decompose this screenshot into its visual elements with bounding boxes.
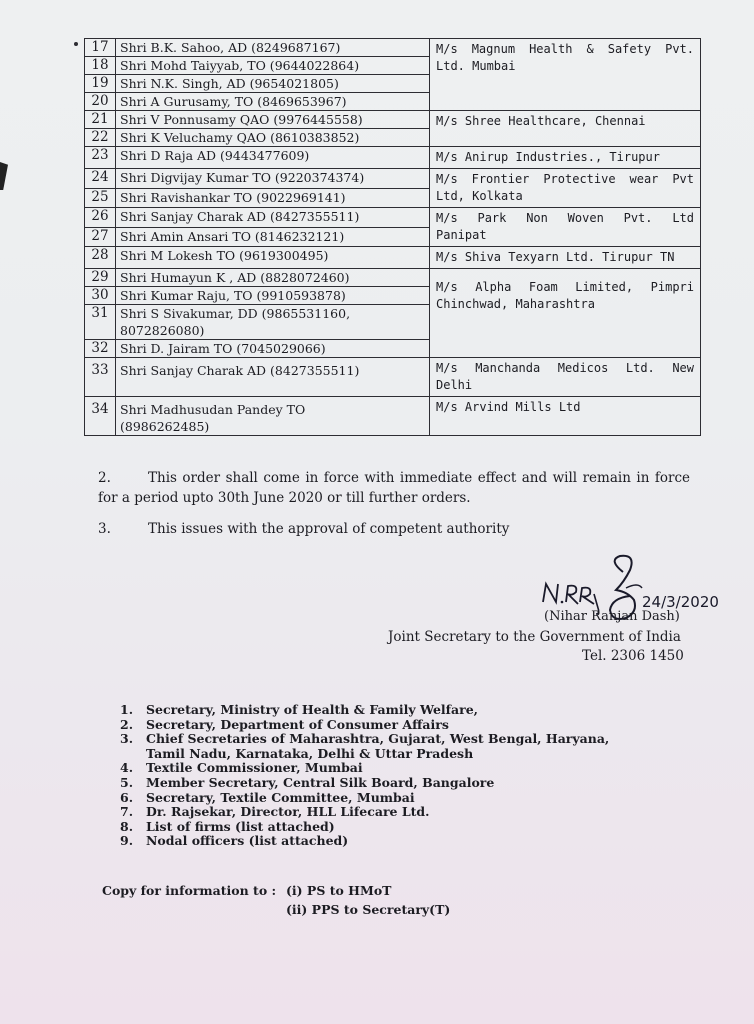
officer-name: Shri Ravishankar TO (9022969141) (116, 188, 430, 208)
table-row (85, 111, 701, 129)
firm-cell: M/s Magnum Health & Safety Pvt. Ltd. Mumbai (430, 39, 701, 111)
firm-cell: M/s Shree Healthcare, Chennai (430, 111, 701, 147)
nodal-officers-table (84, 38, 701, 436)
paragraph-number: 2. (98, 470, 111, 486)
paragraph-text: This issues with the approval of competent authority (148, 521, 510, 537)
copy-list (286, 881, 450, 919)
distribution-list (120, 703, 660, 849)
row-number: 18 (85, 57, 116, 75)
row-number: 29 (85, 269, 116, 287)
officer-name: Shri Amin Ansari TO (8146232121) (116, 227, 430, 247)
row-number: 26 (85, 208, 116, 228)
paragraph-2 (98, 468, 690, 508)
officer-name: Shri Digvijay Kumar TO (9220374374) (116, 169, 430, 189)
list-item: 7. Dr. Rajsekar, Director, HLL Lifecare Ltd. (120, 804, 430, 820)
firm-cell: M/s Arvind Mills Ltd (430, 397, 701, 436)
officer-name: Shri Madhusudan Pandey TO (8986262485) (116, 397, 430, 436)
officer-name: Shri Mohd Taiyyab, TO (9644022864) (116, 57, 430, 75)
officer-name: Shri Sanjay Charak AD (8427355511) (116, 208, 430, 228)
row-number: 28 (85, 247, 116, 269)
table-row (85, 208, 701, 228)
row-number: 27 (85, 227, 116, 247)
list-item: 5. Member Secretary, Central Silk Board, Bangalore (120, 774, 495, 790)
copy-label: Copy for information to : (102, 883, 277, 898)
signatory-telephone: Tel. 2306 1450 (582, 648, 684, 664)
row-number: 34 (85, 397, 116, 436)
list-item: 6. Secretary, Textile Committee, Mumbai (120, 789, 415, 805)
signatory-name: (Nihar Ranjan Dash) (544, 609, 680, 624)
copy-item: (ii) PPS to Secretary(T) (286, 902, 451, 917)
list-item: 9. Nodal officers (list attached) (120, 833, 349, 849)
officer-name: Shri B.K. Sahoo, AD (8249687167) (116, 39, 430, 57)
officer-name: Shri A Gurusamy, TO (8469653967) (116, 93, 430, 111)
officer-name: Shri K Veluchamy QAO (8610383852) (116, 129, 430, 147)
row-number: 22 (85, 129, 116, 147)
paragraph-text: This order shall come in force with immediate effect and will remain in force for a period upto 30th June 2020 or till further orders. (98, 470, 690, 506)
officer-name: Shri Kumar Raju, TO (9910593878) (116, 287, 430, 305)
paragraph-3 (98, 519, 509, 539)
list-item: 3. Chief Secretaries of Maharashtra, Gujarat, West Bengal, Haryana, Tamil Nadu, Karnataka, Delhi & Uttar Pradesh (120, 731, 610, 761)
row-number: 32 (85, 340, 116, 358)
table-row (85, 39, 701, 57)
officer-name: Shri V Ponnusamy QAO (9976445558) (116, 111, 430, 129)
scan-edge-mark (0, 162, 8, 190)
row-number: 33 (85, 358, 116, 397)
list-item: 4. Textile Commissioner, Mumbai (120, 760, 363, 776)
table-row (85, 247, 701, 269)
row-number: 30 (85, 287, 116, 305)
officer-name: Shri S Sivakumar, DD (9865531160, 8072826080) (116, 305, 430, 340)
officer-name: Shri D. Jairam TO (7045029066) (116, 340, 430, 358)
table-row (85, 169, 701, 189)
officer-name: Shri D Raja AD (9443477609) (116, 147, 430, 169)
row-number: 24 (85, 169, 116, 189)
row-number: 31 (85, 305, 116, 340)
firm-cell: M/s Frontier Protective wear Pvt Ltd, Kolkata (430, 169, 701, 208)
table-row (85, 358, 701, 397)
firm-cell: M/s Shiva Texyarn Ltd. Tirupur TN (430, 247, 701, 269)
officer-name: Shri Sanjay Charak AD (8427355511) (116, 358, 430, 397)
table-row (85, 147, 701, 169)
signatory-designation: Joint Secretary to the Government of India (388, 629, 681, 645)
row-number: 23 (85, 147, 116, 169)
row-number: 21 (85, 111, 116, 129)
row-number: 25 (85, 188, 116, 208)
list-item: 8. List of firms (list attached) (120, 818, 335, 834)
officer-name: Shri M Lokesh TO (9619300495) (116, 247, 430, 269)
officer-name: Shri N.K. Singh, AD (9654021805) (116, 75, 430, 93)
margin-bullet (74, 42, 78, 46)
paragraph-number: 3. (98, 521, 111, 537)
table-row (85, 397, 701, 436)
copy-item: (i) PS to HMoT (286, 883, 392, 898)
officer-name: Shri Humayun K , AD (8828072460) (116, 269, 430, 287)
list-item: 1. Secretary, Ministry of Health & Family Welfare, (120, 702, 479, 717)
table-row (85, 269, 701, 287)
row-number: 19 (85, 75, 116, 93)
svg-text:24/3/2020: 24/3/2020 (642, 593, 719, 611)
list-item: 2. Secretary, Department of Consumer Affairs (120, 716, 449, 732)
row-number: 20 (85, 93, 116, 111)
firm-cell: M/s Alpha Foam Limited, Pimpri Chinchwad, Maharashtra (430, 269, 701, 358)
firm-cell: M/s Anirup Industries., Tirupur (430, 147, 701, 169)
firm-cell: M/s Park Non Woven Pvt. Ltd Panipat (430, 208, 701, 247)
firm-cell: M/s Manchanda Medicos Ltd. New Delhi (430, 358, 701, 397)
row-number: 17 (85, 39, 116, 57)
